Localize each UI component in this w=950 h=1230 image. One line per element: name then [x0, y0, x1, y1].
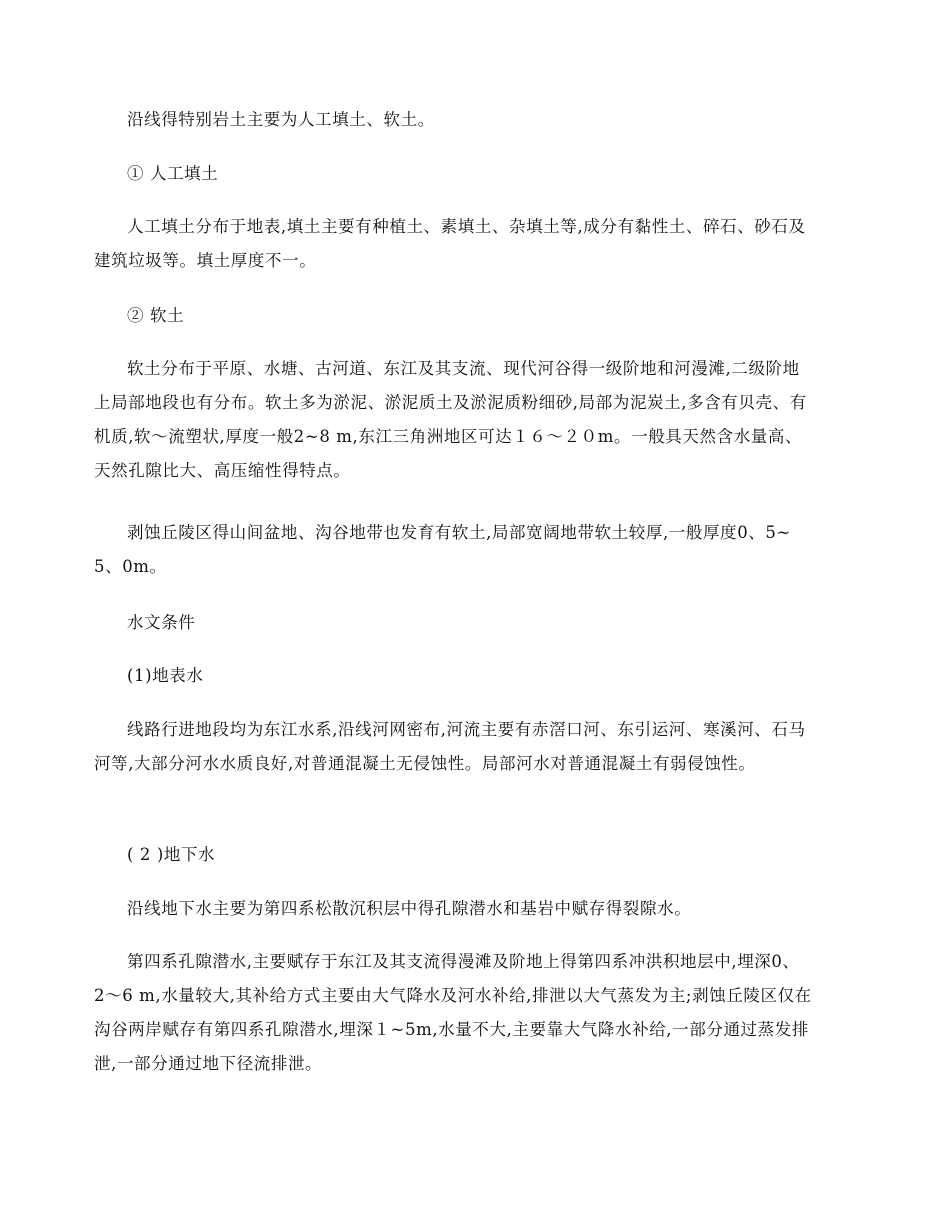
heading-hydrology: 水文条件 — [127, 613, 196, 632]
paragraph-pore-water: 第四系孔隙潜水,主要赋存于东江及其支流得漫滩及阶地上得第四系冲洪积地层中,埋深0、 2～6 m,水量较大,其补给方式主要由大气降水及河水补给,排泄以大气蒸发为主;剥蚀丘陵区仅在沟谷两岸赋存有第四系孔隙潜水,埋深１~5m,水量不大,主要靠大气降水补给,一部分通过蒸发排泄,一部分通过地下径流排泄。 — [94, 952, 812, 1073]
paragraph-hill-basin-soft-soil: 剥蚀丘陵区得山间盆地、沟谷地带也发育有软土,局部宽阔地带软土较厚,一般厚度0、5~5、0m。 — [94, 523, 791, 576]
paragraph-soft-soil: 软土分布于平原、水塘、古河道、东江及其支流、现代河谷得一级阶地和河漫滩,二级阶地上局部地段也有分布。软土多为淤泥、淤泥质土及淤泥质粉细砂,局部为泥炭土,多含有贝壳、有机质,软～流塑状,厚度一般2~8 m,东江三角洲地区可达１６～２０m。一般具天然含水量高、天然孔隙比大、高压缩性得特点。 — [94, 359, 807, 480]
heading-groundwater: ( 2 )地下水 — [127, 845, 216, 864]
paragraph-special-soil-intro: 沿线得特别岩土主要为人工填土、软土。 — [127, 110, 435, 129]
paragraph-surface-water: 线路行进地段均为东江水系,沿线河网密布,河流主要有赤滘口河、东引运河、寒溪河、石马河等,大部分河水水质良好,对普通混凝土无侵蚀性。局部河水对普通混凝土有弱侵蚀性。 — [94, 720, 806, 773]
paragraph-artificial-fill: 人工填土分布于地表,填土主要有种植土、素填土、杂填土等,成分有黏性土、碎石、砂石及建筑垃圾等。填土厚度不一。 — [94, 217, 806, 270]
heading-artificial-fill: ① 人工填土 — [127, 164, 219, 183]
heading-soft-soil: ② 软土 — [127, 306, 185, 325]
heading-surface-water: (1)地表水 — [127, 666, 204, 685]
paragraph-groundwater-intro: 沿线地下水主要为第四系松散沉积层中得孔隙潜水和基岩中赋存得裂隙水。 — [127, 899, 692, 918]
